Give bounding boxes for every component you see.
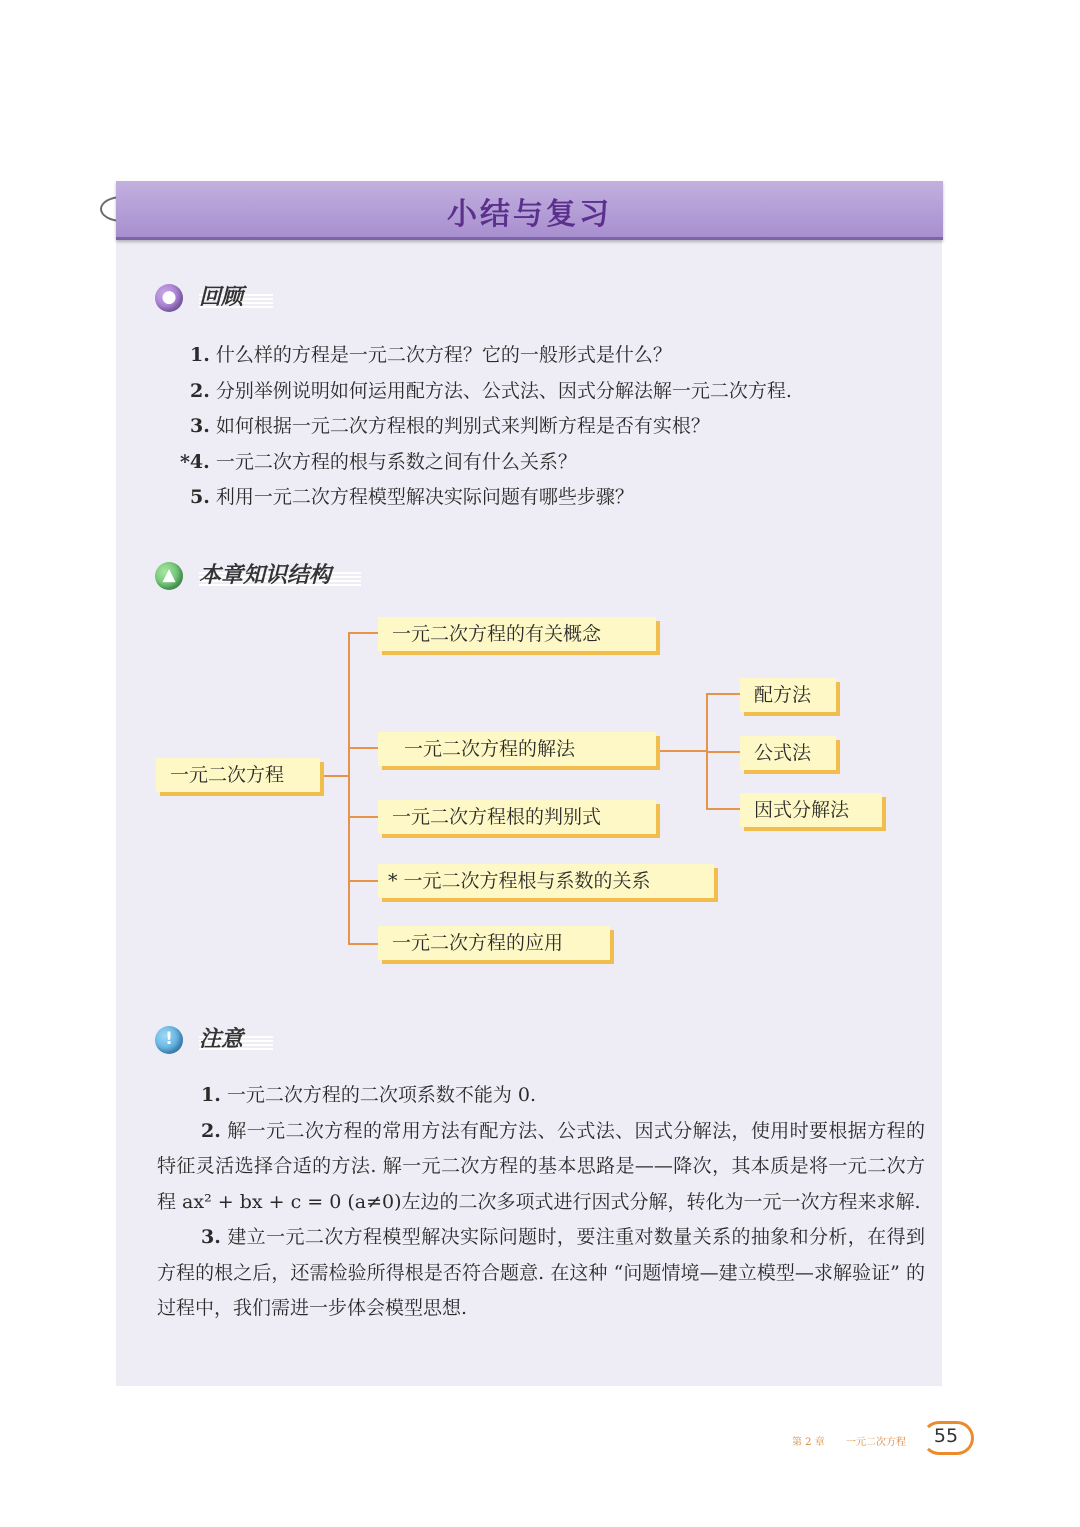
review-item: *4. 一元二次方程的根与系数之间有什么关系？: [180, 450, 577, 473]
note-item: 1. 一元二次方程的二次项系数不能为 0.: [201, 1084, 537, 1106]
review-item: 2. 分别举例说明如何运用配方法、公式法、因式分解法解一元二次方程.: [190, 379, 792, 402]
method-node: 配方法: [740, 678, 836, 712]
branch-node: 一元二次方程的应用: [378, 926, 610, 960]
note-item: 2. 解一元二次方程的常用方法有配方法、公式法、因式分解法，使用时要根据方程的特征灵活选择合适的方法. 解一元二次方程的基本思路是——降次，其本质是将一元二次方程 ax² + bx + c = 0 (a≠0)左边的二次多项式进行因式分解，转化为一元一次方程来求解.: [157, 1119, 925, 1213]
review-item: 1. 什么样的方程是一元二次方程？它的一般形式是什么？: [190, 344, 672, 366]
connector: [348, 632, 378, 634]
method-node: 因式分解法: [740, 793, 882, 827]
page-number: 55: [933, 1425, 959, 1447]
review-title: 回顾: [199, 280, 273, 311]
mountain-icon: ▲: [155, 562, 183, 590]
connector: [706, 808, 740, 810]
footer-chapter: 第 2 章: [792, 1437, 825, 1448]
page-title: 小结与复习: [447, 197, 612, 232]
exclamation-icon: !: [155, 1026, 183, 1054]
branch-node: * 一元二次方程根与系数的关系: [378, 864, 714, 898]
notes-title: 注意: [199, 1022, 273, 1053]
branch-node: 一元二次方程的有关概念: [378, 617, 656, 651]
connector: [706, 693, 740, 695]
notes-list: [157, 1078, 925, 1327]
review-list: [180, 338, 920, 516]
note-item: 3. 建立一元二次方程模型解决实际问题时，要注重对数量关系的抽象和分析，在得到方程的根之后，还需检验所得根是否符合题意. 在这种 “问题情境—建立模型—求解验证” 的过程中，我们需进一步体会模型思想.: [157, 1226, 925, 1319]
connector: [658, 750, 708, 752]
connector: [348, 632, 350, 945]
review-item: 3. 如何根据一元二次方程根的判别式来判断方程是否有实根？: [190, 415, 710, 437]
connector: [348, 880, 378, 882]
review-item: 5. 利用一元二次方程模型解决实际问题有哪些步骤？: [190, 486, 634, 508]
branch-node: 一元二次方程根的判别式: [378, 800, 656, 834]
method-node: 公式法: [740, 736, 836, 770]
branch-node: 一元二次方程的解法: [378, 732, 656, 766]
connector: [322, 775, 350, 777]
root-node: 一元二次方程: [156, 758, 320, 792]
footer-chapter-title: 一元二次方程: [846, 1437, 906, 1448]
connector: [706, 751, 740, 753]
connector: [348, 747, 378, 749]
title-banner: [116, 181, 943, 240]
connector: [348, 943, 378, 945]
structure-title: 本章知识结构: [199, 558, 361, 589]
connector: [348, 816, 378, 818]
person-icon: ●: [155, 284, 183, 312]
